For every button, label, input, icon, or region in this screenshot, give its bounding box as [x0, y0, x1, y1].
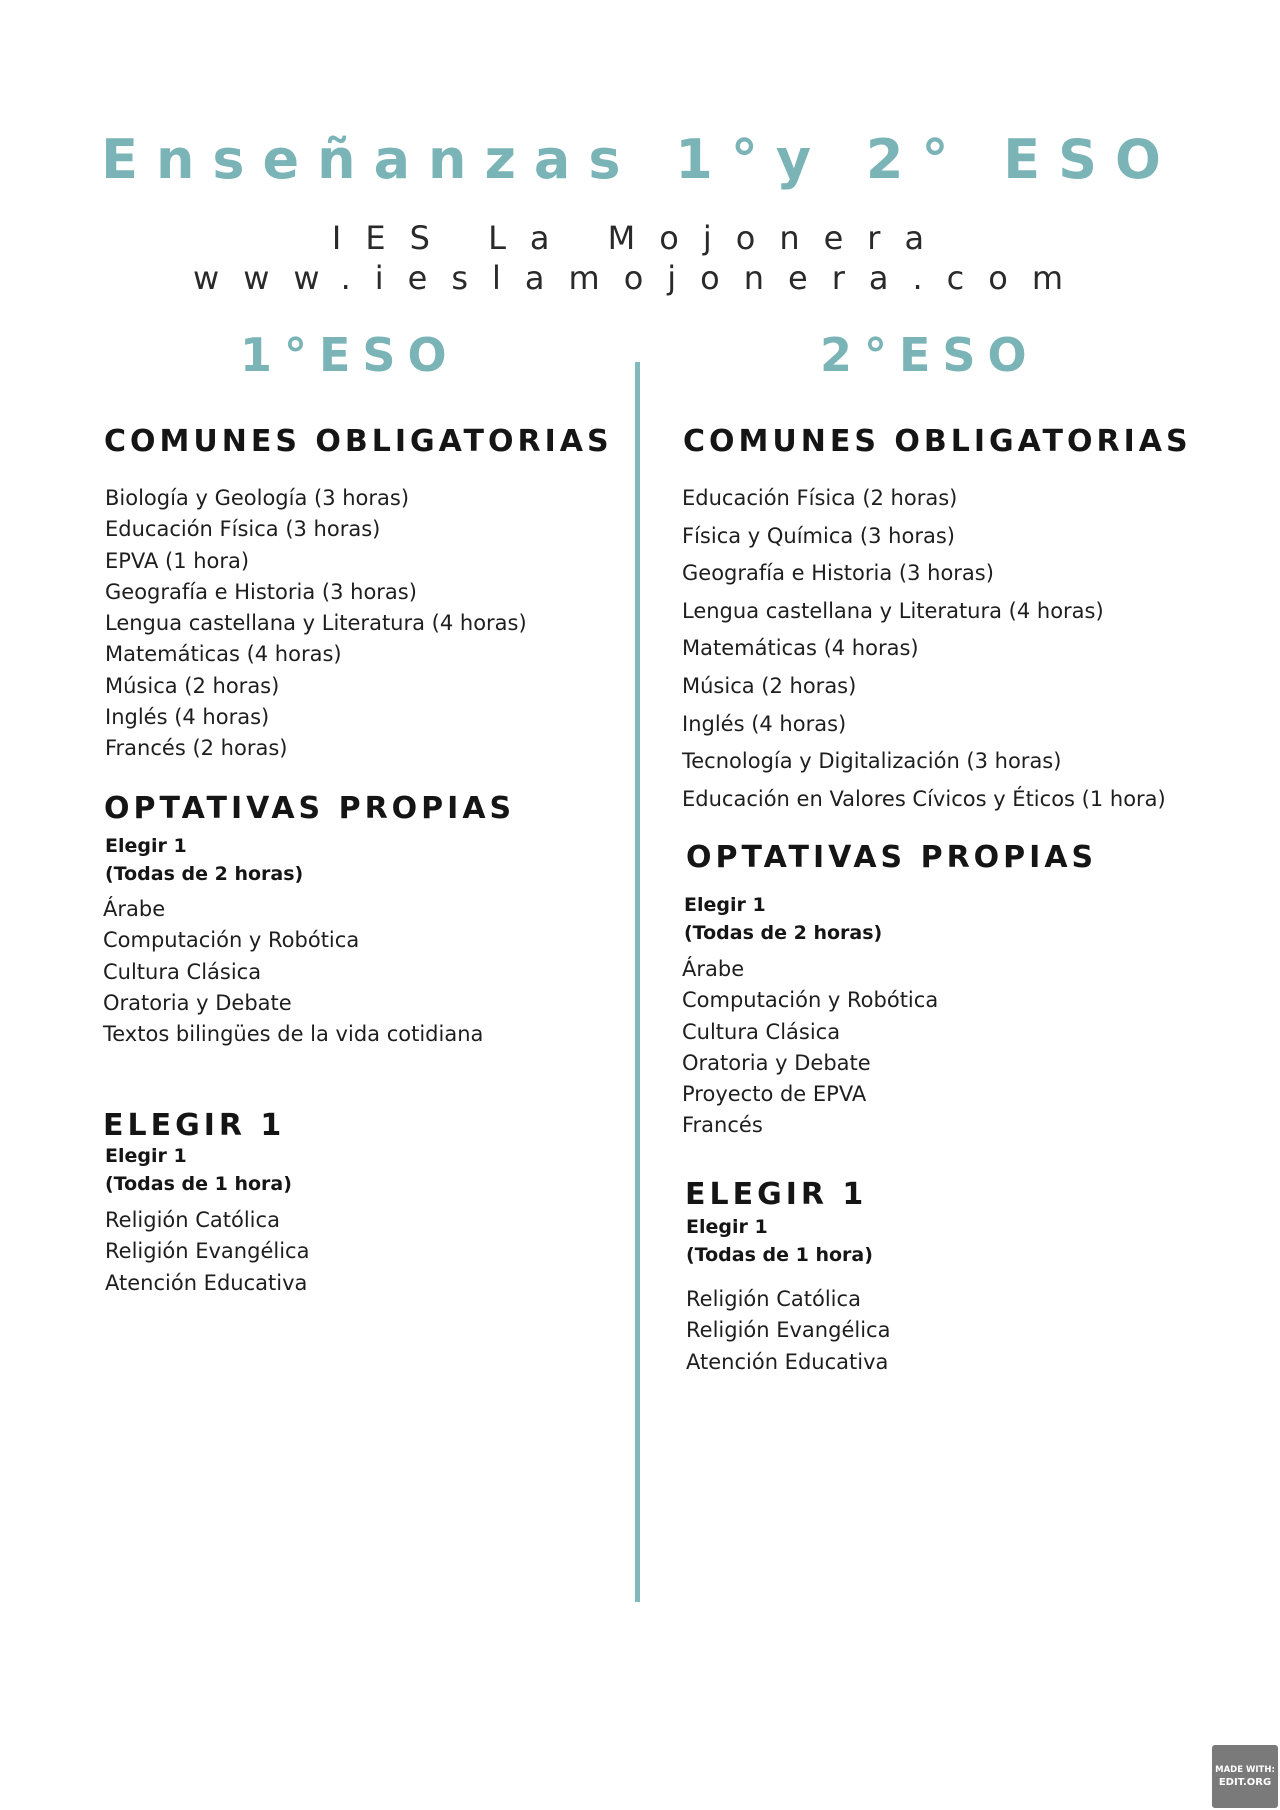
subject-item: Francés: [682, 1113, 763, 1138]
subject-item: Religión Católica: [686, 1287, 861, 1311]
comunes-title-1eso: COMUNES OBLIGATORIAS: [104, 424, 613, 459]
subject-item: Educación Física (2 horas): [682, 486, 958, 510]
subject-item: Geografía e Historia (3 horas): [105, 579, 417, 604]
elegir-note1-2eso: Elegir 1: [686, 1216, 768, 1238]
elegir-note2-1eso: (Todas de 1 hora): [105, 1173, 292, 1195]
subject-item: EPVA (1 hora): [105, 548, 250, 573]
badge-line2: EDIT.ORG: [1218, 1777, 1272, 1788]
optativas-note2-1eso: (Todas de 2 horas): [105, 863, 304, 885]
optativas-title-2eso: OPTATIVAS PROPIAS: [686, 840, 1098, 875]
subject-item: Computación y Robótica: [103, 928, 360, 953]
elegir-title-2eso: ELEGIR 1: [685, 1177, 868, 1212]
subject-item: Música (2 horas): [682, 673, 857, 698]
subject-item: Educación en Valores Cívicos y Éticos (1 hora): [682, 786, 1166, 811]
elegir-list-2eso: [686, 1284, 890, 1378]
column-heading-2eso: 2°ESO: [820, 328, 1039, 382]
subject-item: Geografía e Historia (3 horas): [682, 561, 994, 586]
badge-line1: MADE WITH:: [1215, 1765, 1275, 1775]
subject-item: Física y Química (3 horas): [682, 523, 955, 548]
subject-item: Religión Evangélica: [105, 1239, 310, 1264]
column-heading-1eso: 1°ESO: [240, 328, 459, 382]
subject-item: Tecnología y Digitalización (3 horas): [682, 749, 1062, 774]
school-website[interactable]: www.ieslamojonera.com: [193, 259, 1087, 297]
subject-item: Lengua castellana y Literatura (4 horas): [682, 598, 1104, 623]
subject-item: Computación y Robótica: [682, 988, 939, 1013]
subject-item: Música (2 horas): [105, 673, 280, 698]
subject-item: Atención Educativa: [686, 1349, 889, 1374]
optativas-note2-2eso: (Todas de 2 horas): [684, 922, 883, 944]
subject-item: Árabe: [103, 897, 166, 921]
optativas-note1-2eso: Elegir 1: [684, 894, 766, 916]
subject-item: Proyecto de EPVA: [682, 1082, 867, 1107]
subject-item: Biología y Geología (3 horas): [105, 486, 410, 510]
elegir-title-1eso: ELEGIR 1: [103, 1108, 286, 1143]
subject-item: Religión Católica: [105, 1208, 280, 1232]
subject-item: Educación Física (3 horas): [105, 517, 381, 542]
comunes-list-2eso: [682, 480, 1166, 818]
subject-item: Matemáticas (4 horas): [682, 636, 919, 661]
subject-item: Matemáticas (4 horas): [105, 642, 342, 667]
elegir-note2-2eso: (Todas de 1 hora): [686, 1244, 873, 1266]
subject-item: Francés (2 horas): [105, 736, 288, 761]
subject-item: Inglés (4 horas): [105, 705, 270, 730]
subject-item: Árabe: [682, 957, 745, 981]
made-with-badge[interactable]: [1212, 1745, 1278, 1808]
elegir-note1-1eso: Elegir 1: [105, 1145, 187, 1167]
subject-item: Cultura Clásica: [103, 959, 262, 984]
optativas-title-1eso: OPTATIVAS PROPIAS: [104, 791, 516, 826]
subject-item: Lengua castellana y Literatura (4 horas): [105, 611, 527, 636]
comunes-list-1eso: [105, 483, 527, 765]
optativas-list-1eso: [103, 894, 483, 1050]
school-name: IES La Mojonera: [331, 219, 949, 257]
column-divider: [635, 362, 640, 1602]
subject-item: Atención Educativa: [105, 1270, 308, 1295]
subject-item: Inglés (4 horas): [682, 711, 847, 736]
optativas-list-2eso: [682, 954, 938, 1142]
comunes-title-2eso: COMUNES OBLIGATORIAS: [683, 424, 1192, 459]
subject-item: Oratoria y Debate: [682, 1050, 871, 1075]
subject-item: Oratoria y Debate: [103, 990, 292, 1015]
page-title: Enseñanzas 1°y 2° ESO: [101, 128, 1179, 191]
subject-item: Textos bilingües de la vida cotidiana: [103, 1022, 484, 1047]
subject-item: Cultura Clásica: [682, 1019, 841, 1044]
optativas-note1-1eso: Elegir 1: [105, 835, 187, 857]
subject-item: Religión Evangélica: [686, 1318, 891, 1343]
elegir-list-1eso: [105, 1205, 309, 1299]
